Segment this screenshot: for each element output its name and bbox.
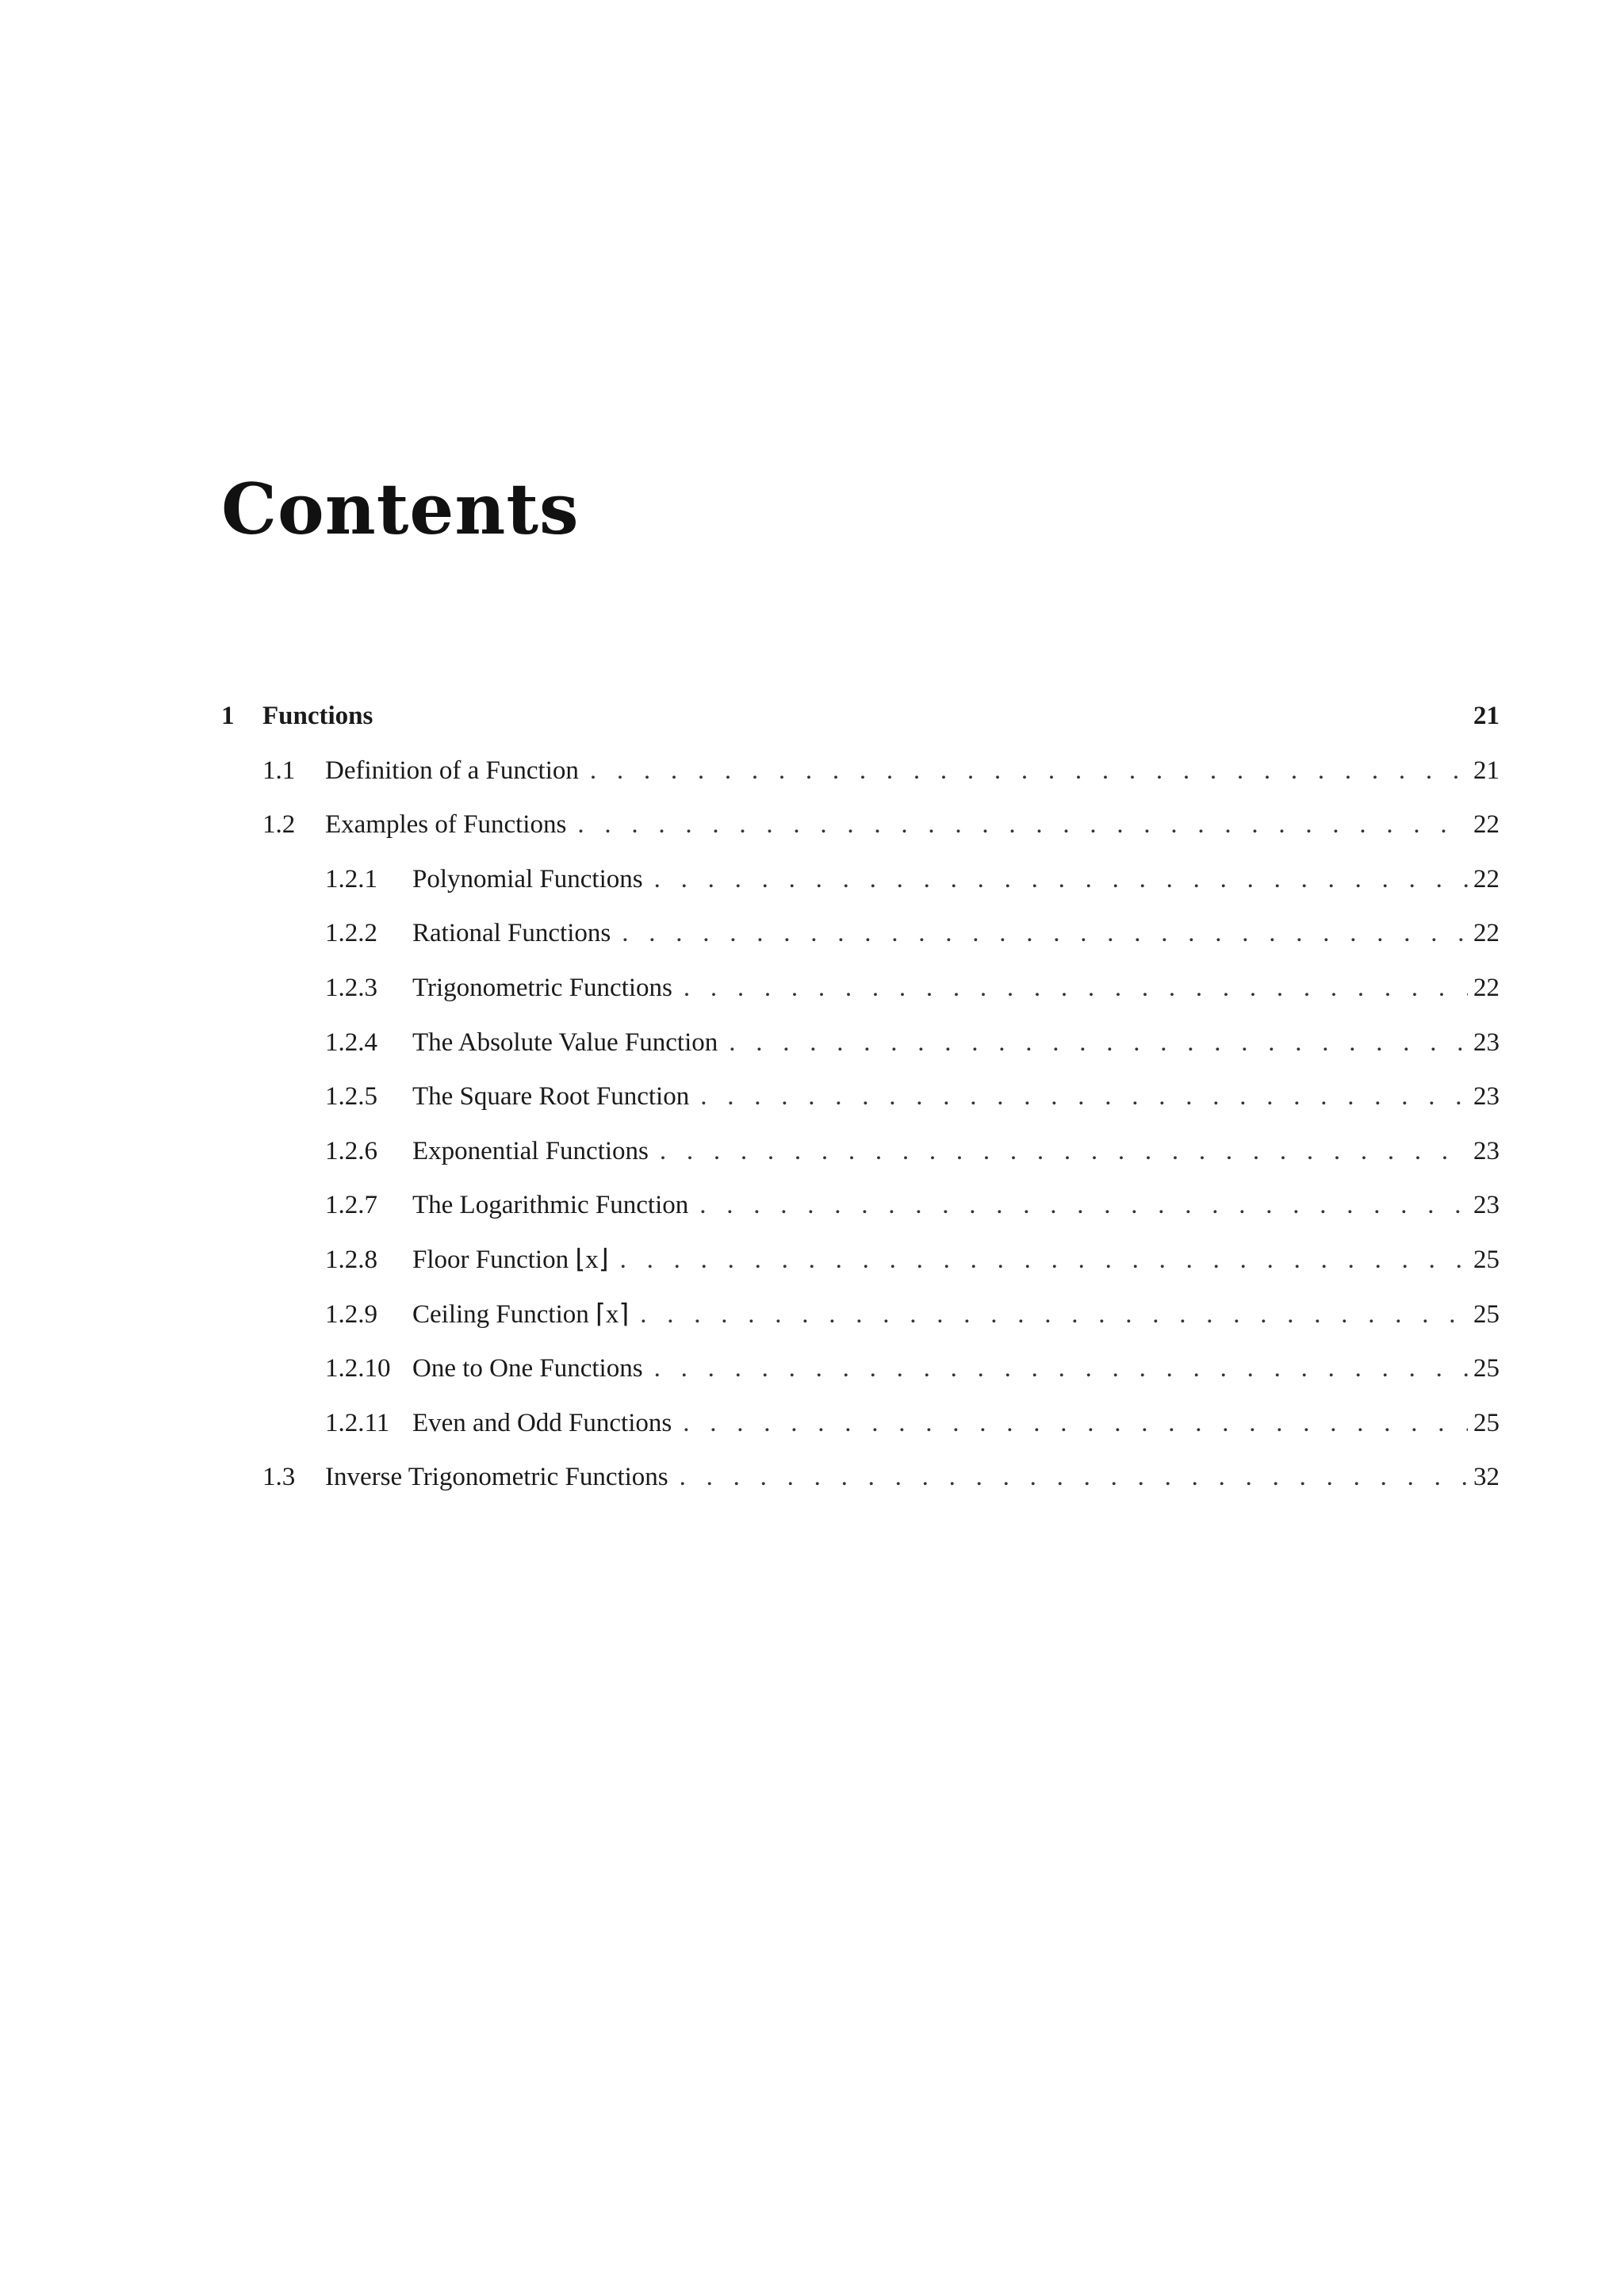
toc-entry-subsection-1-2-7[interactable] <box>221 1185 1500 1240</box>
toc-entry-number: 1.1 <box>262 756 296 785</box>
toc-entry-page: 21 <box>1473 756 1500 785</box>
table-of-contents <box>221 696 1500 1512</box>
toc-entry-subsection-1-2-3[interactable] <box>221 968 1500 1023</box>
toc-entry-subsection-1-2-11[interactable] <box>221 1403 1500 1458</box>
page-title: Contents <box>221 468 580 550</box>
toc-entry-section-1-2[interactable] <box>221 805 1500 859</box>
toc-entry-subsection-1-2-10[interactable] <box>221 1349 1500 1403</box>
toc-leader <box>683 1403 1468 1443</box>
toc-entry-title: Rational Functions <box>412 919 611 948</box>
toc-entry-page: 23 <box>1473 1191 1500 1220</box>
toc-entry-title: Inverse Trigonometric Functions <box>325 1463 668 1492</box>
toc-leader <box>699 1185 1468 1225</box>
toc-entry-subsection-1-2-9[interactable] <box>221 1295 1500 1349</box>
toc-entry-number: 1.2.7 <box>325 1191 377 1220</box>
toc-entry-number: 1.2.8 <box>325 1245 377 1274</box>
toc-entry-title: Polynomial Functions <box>412 864 643 894</box>
toc-leader <box>680 1457 1468 1497</box>
toc-leader <box>729 1023 1468 1062</box>
toc-leader <box>700 1077 1468 1116</box>
toc-entry-subsection-1-2-1[interactable] <box>221 859 1500 914</box>
toc-entry-number: 1.3 <box>262 1463 296 1492</box>
toc-leader <box>590 751 1468 790</box>
toc-entry-page: 25 <box>1473 1299 1500 1329</box>
toc-entry-number: 1 <box>221 702 235 730</box>
toc-entry-number: 1.2 <box>262 810 296 840</box>
toc-entry-page: 22 <box>1473 973 1500 1002</box>
toc-entry-title: The Square Root Function <box>412 1082 690 1112</box>
toc-entry-title: Even and Odd Functions <box>412 1408 672 1437</box>
toc-entry-page: 25 <box>1473 1245 1500 1274</box>
toc-entry-page: 22 <box>1473 810 1500 840</box>
toc-entry-number: 1.2.4 <box>325 1027 377 1057</box>
toc-leader <box>620 1240 1468 1280</box>
toc-entry-number: 1.2.11 <box>325 1408 390 1437</box>
toc-entry-title: Exponential Functions <box>412 1136 649 1165</box>
toc-entry-page: 25 <box>1473 1408 1500 1437</box>
toc-entry-page: 23 <box>1473 1027 1500 1057</box>
toc-entry-number: 1.2.9 <box>325 1299 377 1329</box>
toc-entry-number: 1.2.10 <box>325 1354 391 1383</box>
toc-entry-number: 1.2.6 <box>325 1136 377 1165</box>
toc-entry-page: 32 <box>1473 1463 1500 1492</box>
toc-entry-page: 22 <box>1473 864 1500 894</box>
toc-leader <box>654 1349 1468 1388</box>
toc-entry-page: 25 <box>1473 1354 1500 1383</box>
toc-entry-subsection-1-2-2[interactable] <box>221 913 1500 968</box>
toc-entry-section-1-1[interactable] <box>221 751 1500 806</box>
toc-entry-title: Functions <box>262 702 373 730</box>
toc-entry-subsection-1-2-6[interactable] <box>221 1131 1500 1186</box>
toc-entry-title: The Absolute Value Function <box>412 1027 718 1057</box>
toc-leader <box>684 968 1468 1008</box>
toc-entry-subsection-1-2-4[interactable] <box>221 1023 1500 1077</box>
toc-leader <box>660 1131 1468 1171</box>
toc-entry-number: 1.2.1 <box>325 864 377 894</box>
toc-entry-subsection-1-2-8[interactable] <box>221 1240 1500 1295</box>
toc-leader <box>640 1295 1468 1334</box>
toc-leader <box>654 859 1468 899</box>
toc-entry-title: The Logarithmic Function <box>412 1191 689 1220</box>
toc-entry-section-1-3[interactable] <box>221 1457 1500 1512</box>
toc-entry-title: Trigonometric Functions <box>412 973 672 1002</box>
toc-leader <box>577 805 1468 844</box>
toc-entry-page: 21 <box>1473 702 1500 730</box>
toc-entry-chapter-1[interactable] <box>221 696 1500 751</box>
toc-entry-number: 1.2.3 <box>325 973 377 1002</box>
toc-entry-title: Ceiling Function ⌈x⌉ <box>412 1299 630 1329</box>
toc-leader <box>622 913 1468 953</box>
toc-entry-page: 22 <box>1473 919 1500 948</box>
toc-entry-number: 1.2.5 <box>325 1082 377 1112</box>
toc-entry-page: 23 <box>1473 1136 1500 1165</box>
toc-entry-title: Floor Function ⌊x⌋ <box>412 1245 609 1274</box>
toc-entry-number: 1.2.2 <box>325 919 377 948</box>
toc-entry-page: 23 <box>1473 1082 1500 1112</box>
toc-entry-subsection-1-2-5[interactable] <box>221 1077 1500 1131</box>
toc-entry-title: One to One Functions <box>412 1354 643 1383</box>
toc-entry-title: Examples of Functions <box>325 810 567 840</box>
toc-entry-title: Definition of a Function <box>325 756 579 785</box>
